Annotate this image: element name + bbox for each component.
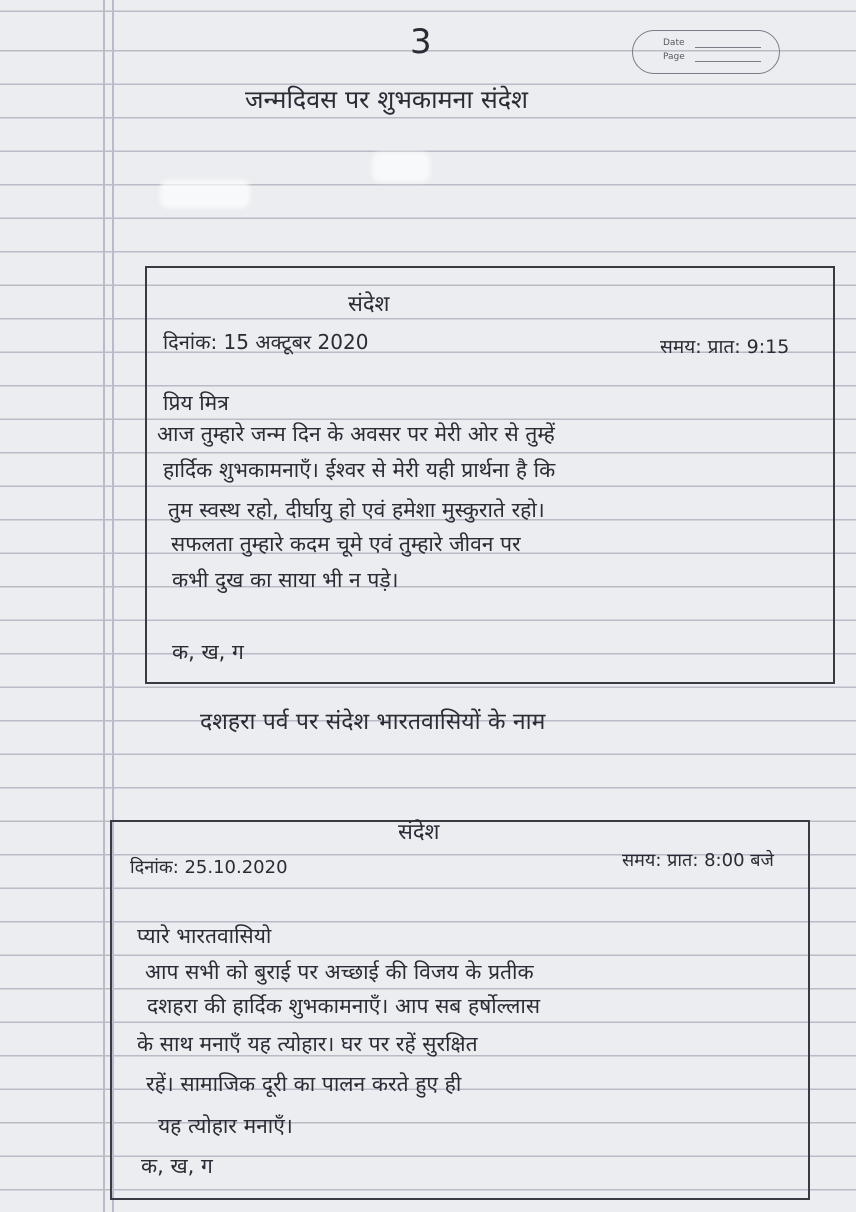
message-body-line: कभी दुख का साया भी न पड़े। (172, 568, 399, 592)
page-number: 3 (410, 22, 432, 62)
margin-line (103, 0, 105, 1212)
stamp-line (695, 47, 761, 48)
message-title: संदेश (398, 820, 440, 845)
message-body-line: के साथ मनाएँ यह त्योहार। घर पर रहें सुरक्षित (137, 1032, 478, 1056)
message-signature: क, ख, ग (141, 1154, 213, 1178)
erased-mark (372, 152, 430, 182)
message-body-line: हार्दिक शुभकामनाएँ। ईश्वर से मेरी यही प्रार्थना है कि (163, 458, 556, 482)
erased-mark (160, 180, 250, 208)
message-date: दिनांक: 25.10.2020 (130, 857, 288, 878)
message-time: समय: प्रात: 8:00 बजे (622, 850, 774, 871)
message-greeting: प्यारे भारतवासियो (137, 924, 272, 948)
stamp-page-label: Page (663, 52, 685, 62)
message-body-line: रहें। सामाजिक दूरी का पालन करते हुए ही (146, 1072, 462, 1096)
stamp-date-label: Date (663, 38, 685, 48)
message-greeting: प्रिय मित्र (163, 391, 229, 415)
message-date: दिनांक: 15 अक्टूबर 2020 (163, 330, 369, 354)
message-body-line: यह त्योहार मनाएँ। (158, 1114, 293, 1138)
section-heading-dussehra: दशहरा पर्व पर संदेश भारतवासियों के नाम (200, 709, 546, 735)
message-body-line: तुम स्वस्थ रहो, दीर्घायु हो एवं हमेशा मुस्कुराते रहो। (168, 498, 545, 522)
message-signature: क, ख, ग (172, 640, 244, 664)
message-body-line: सफलता तुम्हारे कदम चूमे एवं तुम्हारे जीवन पर (171, 532, 521, 556)
message-title: संदेश (348, 292, 390, 317)
message-body-line: आप सभी को बुराई पर अच्छाई की विजय के प्रतीक (145, 960, 534, 984)
stamp-line (695, 61, 761, 62)
message-time: समय: प्रात: 9:15 (660, 336, 790, 358)
message-body-line: दशहरा की हार्दिक शुभकामनाएँ। आप सब हर्षोल्लास (147, 994, 541, 1018)
message-body-line: आज तुम्हारे जन्म दिन के अवसर पर मेरी ओर से तुम्हें (157, 422, 555, 446)
date-page-stamp (632, 30, 780, 74)
section-heading-birthday: जन्मदिवस पर शुभकामना संदेश (245, 85, 528, 114)
